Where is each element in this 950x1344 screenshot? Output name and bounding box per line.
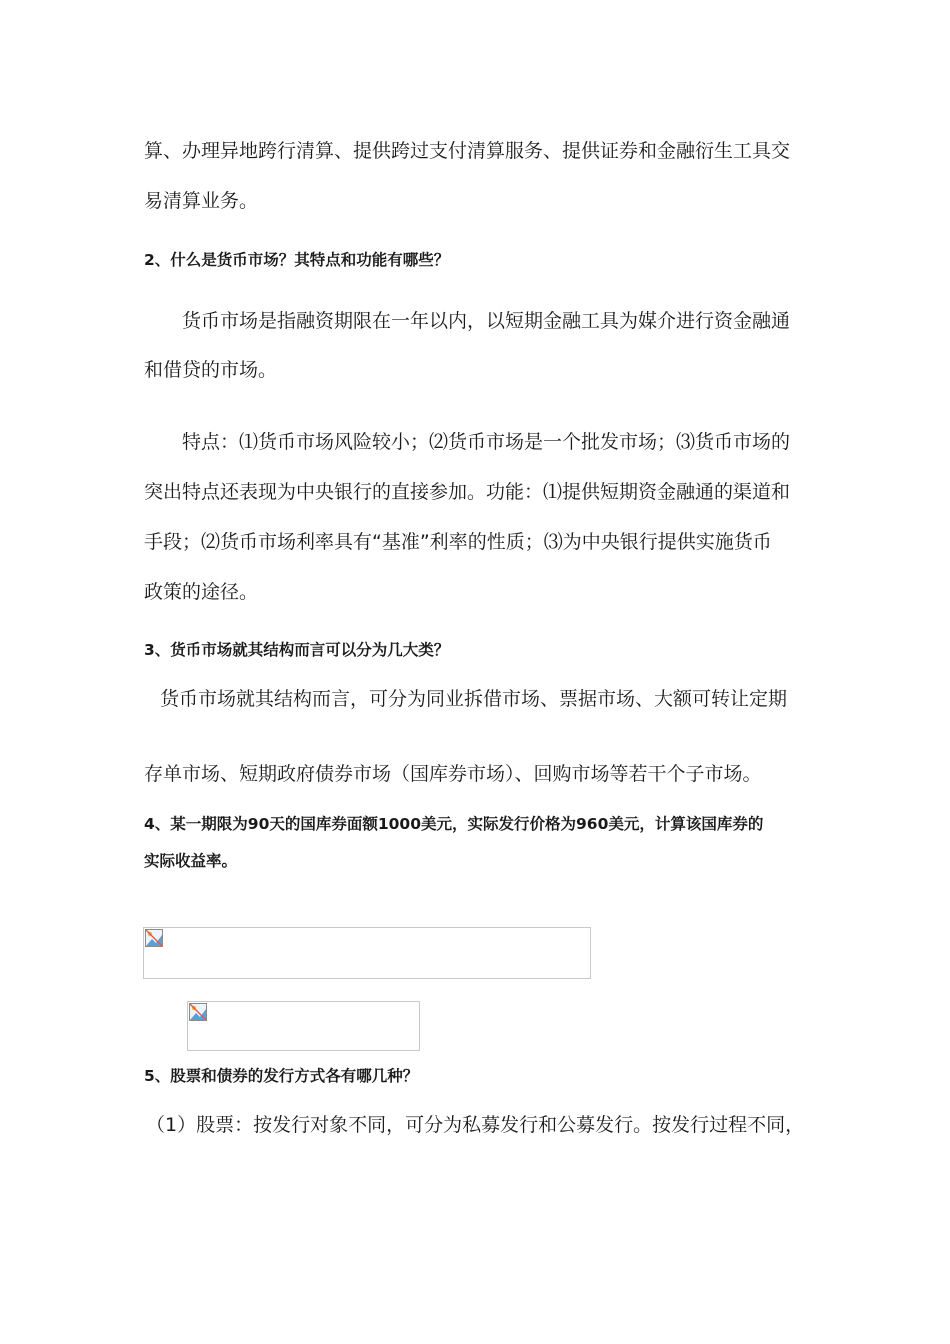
paragraph-line: 政策的途径。 — [144, 581, 259, 603]
question-heading-4: 4、某一期限为90天的国库券面额1000美元，实际发行价格为960美元，计算该国库券的 — [144, 815, 764, 833]
paragraph-line: 货币市场就其结构而言，可分为同业拆借市场、票据市场、大额可转让定期 — [160, 688, 788, 710]
formula-image-placeholder — [143, 927, 591, 979]
paragraph-line: 算、办理异地跨行清算、提供跨过支付清算服务、提供证券和金融衍生工具交 — [144, 140, 791, 162]
question-heading-2: 2、什么是货币市场？其特点和功能有哪些？ — [144, 251, 450, 269]
question-heading-3: 3、货币市场就其结构而言可以分为几大类？ — [144, 641, 450, 659]
broken-image-icon — [145, 929, 163, 947]
paragraph-line: 手段；⑵货币市场利率具有“基准”利率的性质；⑶为中央银行提供实施货币 — [144, 531, 772, 553]
paragraph-line: 存单市场、短期政府债券市场（国库券市场）、回购市场等若干个子市场。 — [144, 763, 762, 785]
paragraph-line: （1）股票：按发行对象不同，可分为私募发行和公募发行。按发行过程不同， — [146, 1114, 805, 1136]
paragraph-line: 易清算业务。 — [144, 190, 259, 212]
question-heading-5: 5、股票和债券的发行方式各有哪几种？ — [144, 1067, 419, 1085]
paragraph-line: 特点：⑴货币市场风险较小；⑵货币市场是一个批发市场；⑶货币市场的 — [182, 431, 791, 453]
paragraph-line: 货币市场是指融资期限在一年以内，以短期金融工具为媒介进行资金融通 — [182, 310, 791, 332]
question-heading-4-cont: 实际收益率。 — [144, 852, 238, 870]
paragraph-line: 突出特点还表现为中央银行的直接参加。功能：⑴提供短期资金融通的渠道和 — [144, 481, 791, 503]
paragraph-line: 和借贷的市场。 — [144, 359, 278, 381]
formula-image-placeholder — [187, 1001, 420, 1051]
broken-image-icon — [189, 1003, 207, 1021]
